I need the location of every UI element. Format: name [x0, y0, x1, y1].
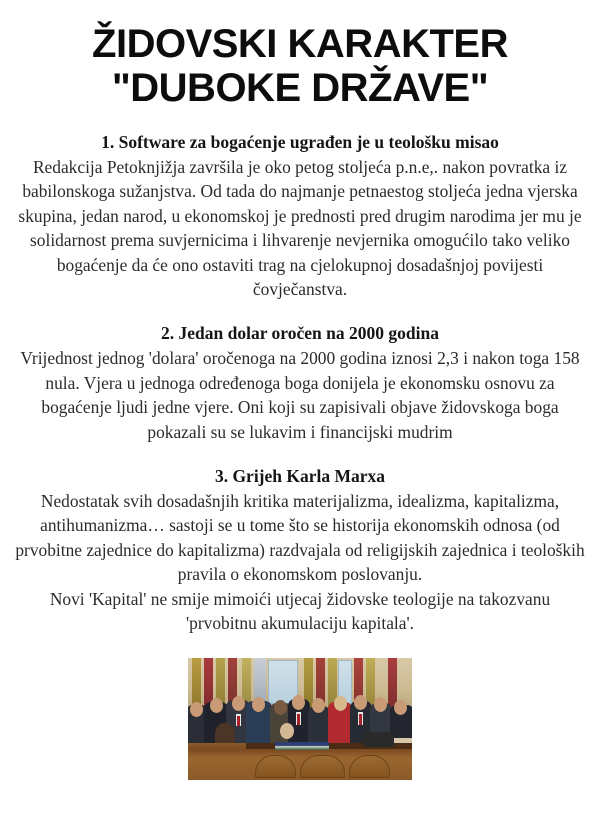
photo-seated-person-head	[280, 723, 294, 739]
photo-head	[190, 702, 203, 717]
photo-desk-panel	[300, 755, 345, 778]
section-2-body	[14, 346, 586, 444]
section-3-heading: 3. Grijeh Karla Marxa	[214, 466, 386, 487]
photo-container	[0, 658, 600, 780]
photo-tie	[237, 716, 240, 726]
section-1	[14, 130, 586, 301]
photo-tie	[359, 714, 362, 725]
photo-desk-panel	[255, 755, 295, 778]
title-line-1: ŽIDOVSKI KARAKTER	[92, 22, 508, 66]
photo-head	[394, 700, 407, 715]
title-line-2: "DUBOKE DRŽAVE"	[111, 66, 489, 110]
photo-head	[274, 700, 287, 715]
section-2-heading: 2. Jedan dolar oročen na 2000 godina	[161, 323, 439, 344]
section-3-paragraph: Nedostatak svih dosadašnjih kritika materijalizma, idealizma, kapitalizma, antihumanizma… sastoji se u tome što se historija ekonomskih odnosa (od prvobitne zajednice do kapitalizma) razdvajala od religijskih zajednica i teoloških pravila o ekonomskom poslovanju.	[15, 491, 585, 585]
page-title	[0, 0, 600, 110]
photo-books-on-desk	[275, 742, 329, 751]
section-3-paragraph-extra: Novi 'Kapital' ne smije mimoići utjecaj židovske teologije na takozvanu 'prvobitnu akumulaciju kapitala'.	[49, 588, 551, 634]
photo-desk-object	[363, 732, 394, 747]
section-2	[14, 321, 586, 444]
section-1-heading: 1. Software za bogaćenje ugrađen je u teološku misao	[101, 132, 499, 152]
oval-office-photo	[188, 658, 412, 780]
section-1-paragraph: Redakcija Petoknjižja završila je oko petog stoljeća p.n.e,. nakon povratka iz babilonskoga sužanjstva. Od tada do najmanje petnaestog stoljeća jedna vjerska skupina, jedan narod, u ekonomskoj je prednosti pred drugim narodima jer mu je solidarnost prema suvjernicima i lihvarenje nevjernika omogućilo tako veliko bogaćenje da će ono ostaviti trag na cjelokupnoj dosadašnjoj povijesti čovječanstva.	[18, 157, 582, 300]
section-2-paragraph: Vrijednost jednog 'dolara' oročenoga na 2000 godina iznosi 2,3 i nakon toga 158 nula. Vjera u jednoga određenoga boga donijela je ekonomsku osnovu za bogaćenje ljudi jedne vjere. Oni koji su zapisivali objave židovskoga boga pokazali su se lukavim i financijski mudrim	[20, 348, 580, 442]
photo-tie	[297, 714, 300, 725]
document-body	[0, 130, 600, 636]
section-3-body	[14, 489, 586, 635]
section-3	[14, 464, 586, 635]
photo-desk-panel	[349, 755, 389, 778]
section-1-body	[14, 155, 586, 301]
